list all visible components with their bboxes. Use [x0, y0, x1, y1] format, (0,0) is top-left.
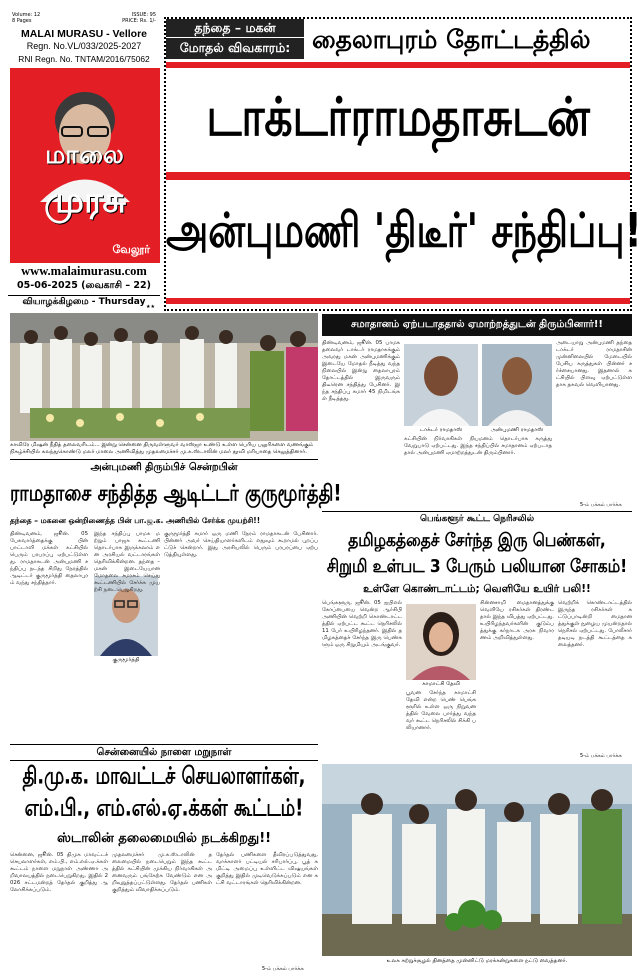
story3-subhead: பெங்களூர் கூட்ட நெரிசலில்: [419, 514, 535, 524]
story3-column: வெற்றிக் கொண்டாட்டத்தில் இருந்த ரசிகர்கள் கட்டுப்பாடின்றி மைதானத்துக்குள் நுழைய முயன்றதால் நெரிசல் ஏற்பட்டது. போலீசார் தடியடி நடத்தி கூட்டத்தை கலைத்தனர்.: [558, 600, 632, 648]
story1-inset-label: குருமூர்த்தி: [112, 657, 140, 663]
story1-subhead: அன்புமணி திரும்பிச் சென்றபின்: [90, 462, 238, 473]
edition-date: 05-06-2025 (வைகாசி – 22): [17, 280, 151, 291]
story4-column: முதலமைச்சர் மு.க.ஸ்டாலின் தலைமையில் நடைபெறும் இந்த கூட்டத்தில் கட்சியின் முக்கிய நிர்வாகிகள் அனைவரும் பங்கேற்க வேண்டும் என அறிவுறுத்தப்பட்டுள்ளது. தேர்தல் பணிகள் குறித்தும் விவாதிக்கப்படும்.: [112, 852, 212, 893]
person-portrait-icon: [404, 344, 478, 426]
story3-column: சின்னசாமி மைதானத்துக்கு வெளியே ரசிகர்கள் திரண்டதால் இந்த விபத்து ஏற்பட்டது. உயிரிழந்தவர்களின் குடும்பத்துக்கு கர்நாடக அரசு நிவாரணம் அறிவித்துள்ளது.: [480, 600, 554, 641]
story3-deck: உள்ளே கொண்டாட்டம்; வெளியே உயிர் பலி!!: [363, 583, 591, 595]
story2-continued: 5-ம் பக்கம் பார்க்க: [580, 502, 622, 508]
edition-day: வியாழக்கிழமை - Thursday: [8, 295, 160, 308]
story3-photo-caption: பூவன சேர்ந்த காமாட்சி தேவி என்ற பெண் பெங்களூரில் உள்ள ஒரு நிறுவனத்தில் வேலை பார்த்து வந்தவர் கூட்ட நெரிசலில் சிக்கி பலியானார்.: [406, 690, 476, 731]
story3-photo-label: காமாட்சி தேவி: [422, 681, 460, 687]
story4-title-line2: எம்.பி., எம்.எல்.ஏ.க்கள் கூட்டம்!: [24, 794, 304, 822]
story1-photo: [10, 313, 318, 441]
headline-red-bar-top: [166, 62, 630, 68]
headline-red-bar-bottom: [166, 298, 630, 304]
story4-column: தேர்தல் பணிகளை தீவிரப்படுத்துவது, வாக்காளர் பட்டியல் சரிபார்ப்பு, பூத் கமிட்டி அமைப்பு உள்ளிட்ட விஷயங்கள் குறித்து இதில் முடிவெடுக்கப்படும் என கட்சி வட்டாரங்கள் தெரிவிக்கின்றன.: [216, 852, 318, 886]
story2-photo-anbumani: [482, 344, 552, 426]
story2-column: அடையாறு அன்புமணி தந்தை டாக்டர் ராமதாசின் முன்னிலையில் மேடையில் பேசிய கருத்துகள் பின்னர் சர்ச்சையானது. இதனால் கட்சியில் பிளவு ஏற்பட்டுள்ளதாக தகவல் வெளியானது.: [556, 340, 632, 388]
tree-planting-photo-icon: [322, 764, 632, 956]
story2-column: திண்டிவனம், ஜூன். 05 பாமக தலைவர் டாக்டர் ராமதாசுக்கும் அவரது மகன் அன்புமணிக்கும் இடையே மோதல் நீடித்து வந்த நிலையில் இன்று தைலாபுரம் தோட்டத்தில் இருவரும் திடீரென சந்தித்து பேசினர். இந்த சந்திப்பு சுமார் 45 நிமிடங்கள் நீடித்தது.: [322, 340, 400, 402]
person-portrait-icon: [482, 344, 552, 426]
story3-title-line1: தமிழகத்தைச் சேர்ந்த இரு பெண்கள்,: [348, 529, 606, 551]
logo-word-bottom: முரசு: [43, 180, 127, 221]
story3-photo: [406, 604, 476, 680]
story1-title: ராமதாசை சந்தித்த ஆடிட்டர் குருமூர்த்தி!: [10, 480, 342, 507]
story1-photo-caption: காவிரே மிஷன் நீதித் தலைவரிடம்... இன்று சென்னை திருவள்ளுவர் வாஸ்ஜா உண்டு உள்ள பெரிய பலுரிகளை வணங்கும் நிகழ்ச்சியில் கலந்துகொண்டு மலர் மாலை அணிவித்து முதலமைச்சர் மு.க.ஸ்டாலின் மலர் தூவி மரியாதை செலுத்தினார்.: [10, 442, 314, 455]
story4-photo-caption: உலக சுற்றுச்சூழல் தினத்தை முன்னிட்டு மரக்கன்றுகளை நட்டு வைத்தனர்.: [386, 958, 568, 964]
logo-word-top: மாலை: [45, 140, 125, 169]
story4-deck: ஸ்டாலின் தலைமையில் நடக்கிறது!!: [56, 831, 272, 846]
story1-deck: தந்தை – மகனை ஒன்றிணைத்த பின் பா.ஜ.க. அணியில் சேர்க்க முயற்சி!!: [10, 516, 261, 525]
headline-line2: டாக்டர்ராமதாசுடன்: [206, 86, 590, 148]
story4-title-line1: தி.மு.க. மாவட்டச் செயலாளர்கள்,: [22, 762, 306, 790]
story3-column: பெங்களூரு, ஜூன். 05 ஐபிஎல் கோப்பையை வென்ற ஆர்சிபி அணியின் வெற்றி கொண்டாட்டத்தில் ஏற்பட்ட கூட்ட நெரிசலில் 11 பேர் உயிரிழந்தனர். இதில் தமிழகத்தைச் சேர்ந்த இரு பெண்களும் ஒரு சிறுமியும் அடங்குவர்.: [322, 600, 402, 648]
story2-column: கட்சியின் நிர்வாகிகள் நியமனம் தொடர்பாக கருத்து வேறுபாடு ஏற்பட்டது. இந்த சந்திப்பில் சமாதானம் ஏற்படாததால் அன்புமணி ஏமாற்றத்துடன் திரும்பினார்.: [404, 436, 552, 456]
headline-tag-line1: தந்தை – மகன்: [166, 19, 304, 38]
divider: [10, 459, 318, 460]
person-portrait-icon: [406, 604, 476, 680]
issue-number: ISSUE: 95: [131, 12, 156, 18]
pages-count: 8 Pages: [12, 18, 32, 24]
stars-mark: ★★: [146, 304, 155, 310]
story2-title: சமாதானம் ஏற்படாததால் ஏமாற்றத்துடன் திரும்பினார்!!: [322, 314, 632, 336]
story3-title-line2: சிறுமி உள்பட 3 பேரும் பலியான சோகம்!: [326, 555, 628, 577]
logo-block: [10, 68, 160, 263]
divider: [322, 511, 632, 512]
story2-photo-ramadoss: [404, 344, 478, 426]
divider: [10, 744, 318, 745]
website: www.malaimurasu.com: [21, 264, 147, 278]
story4-continued: 5-ம் பக்கம் பார்க்க: [262, 966, 304, 972]
regn-number: Regn. No.VL/033/2025-2027: [26, 41, 142, 51]
headline-red-bar-mid: [166, 172, 630, 180]
story4-photo: [322, 764, 632, 956]
masthead: [8, 4, 160, 307]
headline-tag-line2: மோதல் விவகாரம்:: [179, 40, 291, 55]
paper-name: MALAI MURASU - Vellore: [20, 28, 147, 40]
volume-number: Volume: 12: [12, 12, 41, 18]
rni-number: RNI Regn. No. TNTAM/2016/75062: [18, 54, 150, 64]
edition-name: வேலூர்: [112, 243, 150, 256]
price: PRICE: Rs. 1/-: [122, 18, 156, 24]
story4-column: சென்னை, ஜூன். 05 திமுக மாவட்டச் செயலாளர்கள், எம்.பி., எம்.எல்.ஏ.க்கள் கூட்டம் நாளை மறுநாள் அண்ணா அறிவாலயத்தில் நடைபெறுகிறது. இதில் 2026 சட்டமன்றத் தேர்தல் குறித்து ஆலோசிக்கப்படும்.: [10, 852, 108, 893]
story2-photo-anbumani-label: அன்புமணி ராமதாஸ்: [490, 427, 544, 433]
story1-column: இந்த சந்திப்பு பாமக மற்றும் பாஜக கூட்டணி தொடர்பாக இருக்கலாம் என அரசியல் வட்டாரங்கள் தெரிவிக்கின்றன. தந்தை – மகன் இடையேயான மோதலை சமரசம் செய்து கூட்டணியில் சேர்க்க முயற்சி நடைபெறுகிறது.: [94, 531, 160, 593]
headline-line3: அன்புமணி 'திடீர்' சந்திப்பு!: [166, 202, 642, 258]
story1-column: குருமூர்த்தி சுமார் ஒரு மணி நேரம் ராமதாசுடன் பேசினார். பின்னர் அவர் செய்தியாளர்களிடம் எதுவும் கூறாமல் புறப்பட்டுச் சென்றார். இது அரசியலில் பெரும் பரபரப்பை ஏற்படுத்தியுள்ளது.: [164, 531, 318, 558]
story1-column: திண்டிவனம், ஜூன். 05 பேசுவார்த்தைக்கு பின் பாட்டாளி மக்கள் கட்சியில் பெரும் பரபரப்பு ஏற்பட்டுள்ளது. ராமதாசுடன் அன்புமணி சந்திப்பு நடந்த சிறிது நேரத்தில் ஆடிட்டர் குருமூர்த்தி தைலாபுரம் வந்து சந்தித்தார்.: [10, 531, 88, 586]
story3-continued: 5-ம் பக்கம் பார்க்க: [580, 753, 622, 759]
headline-line1: தைலாபுரம் தோட்டத்தில்: [312, 25, 591, 54]
story4-subhead: சென்னையில் நாளை மறுநாள்: [96, 747, 232, 758]
story2-photo-ramadoss-label: டாக்டர் ராமதாஸ்: [419, 427, 463, 433]
crowd-photo-icon: [10, 313, 318, 441]
